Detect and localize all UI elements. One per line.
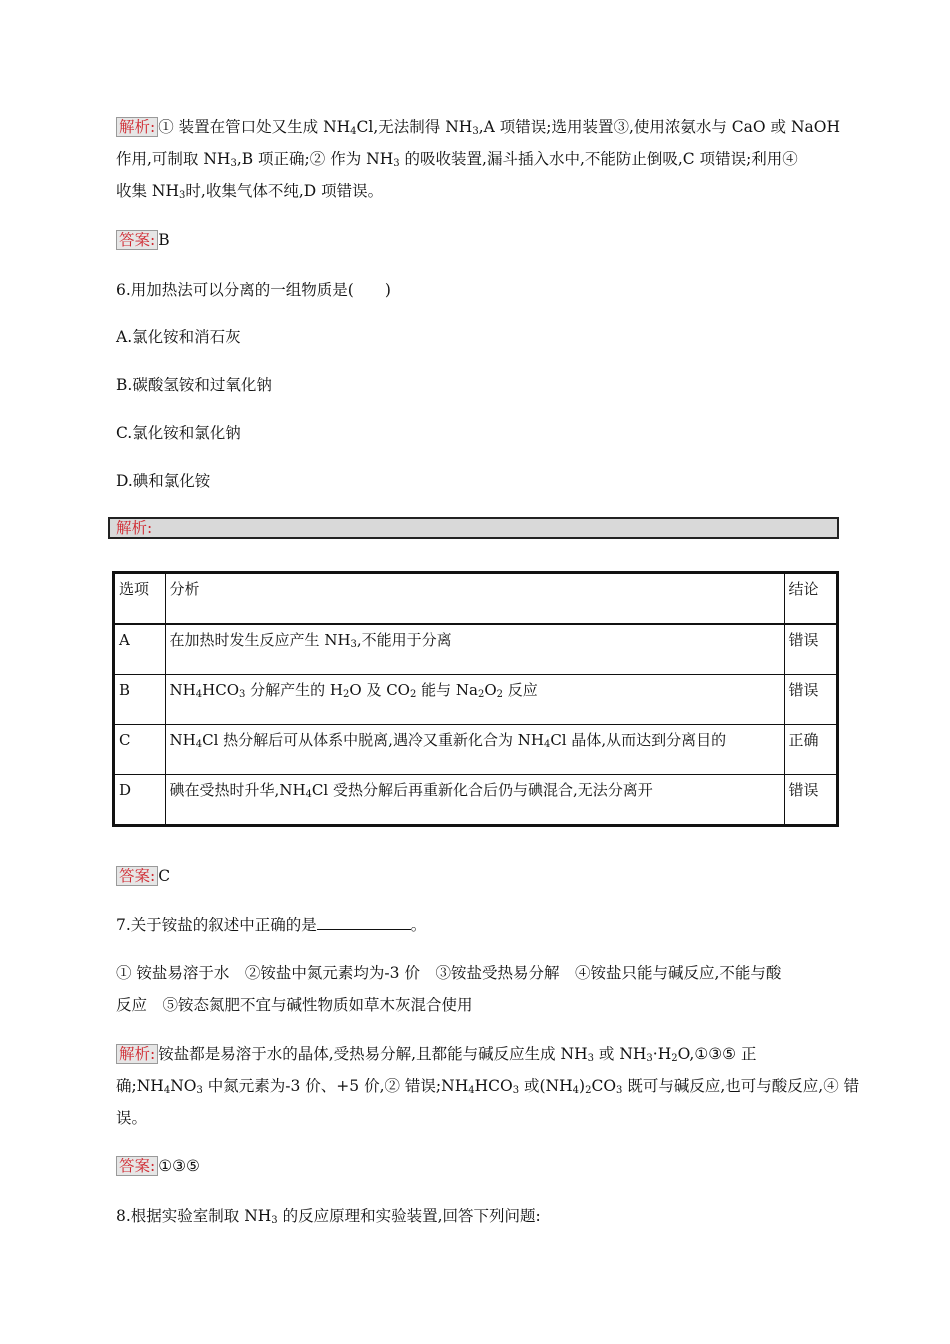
subscript: 3 [239, 689, 246, 700]
subscript: 2 [409, 689, 417, 700]
q7-items-line-2: 反应 ⑤铵态氮肥不宜与碱性物质如草木灰混合使用 [116, 996, 473, 1014]
q7-items-line-1: ① 铵盐易溶于水 ②铵盐中氮元素均为-3 价 ③铵盐受热易分解 ④铵盐只能与碱反应,不能与酸 [116, 964, 782, 982]
subscript: 2 [343, 689, 350, 700]
row-analysis: $NH_4Cl$ 热分解后可从体系中脱离,遇冷又重新化合为 $NH_4Cl$ 晶体,从而达到分离目的 [165, 725, 784, 775]
subscript: 2 [671, 1053, 678, 1064]
subscript: 3 [196, 1085, 203, 1096]
subscript: 3 [179, 190, 186, 201]
q5-analysis-line-2 [116, 148, 798, 170]
table-header-row [114, 573, 838, 625]
subscript: 3 [350, 639, 357, 650]
subscript: 3 [472, 126, 479, 137]
table-row [114, 624, 838, 675]
row-option: A [114, 624, 166, 675]
row-analysis: $NH_4HCO_3$ 分解产生的 $H_2O$ 及 $CO_2$ 能与 $Na_2O_2$ 反应 [165, 675, 784, 725]
subscript: 2 [496, 689, 504, 700]
table-row [114, 775, 838, 826]
q7-stem-text: 7.关于铵盐的叙述中正确的是 [116, 916, 317, 934]
subscript: 4 [305, 789, 312, 800]
q5-analysis-text-3: 收集 $NH_3$时,收集气体不纯,D 项错误。 [116, 182, 384, 201]
answer-tag: 答案: [116, 866, 158, 886]
q7-stem-end: 。 [410, 916, 427, 934]
row-analysis: 碘在受热时升华$,NH_4Cl$ 受热分解后再重新化合后仍与碘混合,无法分离开 [165, 775, 784, 826]
answer-tag: 答案: [116, 1156, 158, 1176]
subscript: 2 [585, 1085, 592, 1096]
q7-analysis-text-2: 确$;NH_4NO_3$ 中氮元素为-3 价、+5 价,② 错误$;NH_4HCO_3$ 或$(NH_4)_2CO_3$ 既可与碱反应,也可与酸反应,④ 错 [116, 1077, 860, 1096]
row-conclusion: 错误 [784, 675, 838, 725]
q7-analysis-text-3: 误。 [116, 1109, 148, 1127]
q6-option-a: A.氯化铵和消石灰 [116, 328, 241, 346]
subscript: 4 [163, 1085, 171, 1096]
subscript: 2 [477, 689, 485, 700]
subscript: 4 [543, 739, 551, 750]
q5-analysis-line-3 [116, 180, 383, 202]
q6-answer [116, 865, 170, 887]
subscript: 3 [230, 158, 237, 169]
q7-analysis-line-3 [116, 1107, 147, 1129]
row-analysis: 在加热时发生反应产生 $NH_3$,不能用于分离 [165, 624, 784, 675]
answer-blank[interactable] [317, 915, 411, 930]
subscript: 4 [350, 126, 357, 137]
q6-option-b: B.碳酸氢铵和过氧化钠 [116, 376, 272, 394]
analysis-tag: 解析: [116, 1044, 158, 1064]
q7-analysis-line-1 [116, 1043, 756, 1065]
header-conclusion: 结论 [784, 573, 838, 625]
subscript: 3 [393, 158, 400, 169]
analysis-tag: 解析: [116, 519, 153, 537]
row-option: D [114, 775, 166, 826]
q7-analysis-line-2 [116, 1075, 859, 1097]
subscript: 4 [468, 1085, 475, 1096]
q6-option-d: D.碘和氯化铵 [116, 472, 211, 490]
header-analysis: 分析 [165, 573, 784, 625]
subscript: 4 [195, 689, 203, 700]
q6-analysis-bar [108, 517, 839, 539]
subscript: 3 [646, 1053, 653, 1064]
row-conclusion: 错误 [784, 775, 838, 826]
subscript: 4 [572, 1085, 580, 1096]
q8-stem: 8.根据实验室制取 $NH_3$ 的反应原理和实验装置,回答下列问题: [116, 1207, 541, 1226]
subscript: 3 [512, 1085, 520, 1096]
q5-answer-value: B [158, 231, 170, 249]
subscript: 4 [195, 739, 203, 750]
q5-answer [116, 229, 170, 251]
subscript: 3 [587, 1053, 594, 1064]
analysis-tag: 解析: [116, 117, 158, 137]
q7-stem [116, 914, 426, 936]
q7-analysis-text-1: 铵盐都是易溶于水的晶体,受热易分解,且都能与碱反应生成 $NH_3$ 或 $NH_3\cdot H_2O,①③⑤$ 正 [158, 1045, 757, 1064]
q6-analysis-table [112, 571, 839, 827]
q7-answer-value: ①③⑤ [158, 1157, 200, 1175]
table-row [114, 725, 838, 775]
q5-analysis-text-1: ① 装置在管口处又生成 $NH_4Cl$,无法制得 $NH_3,A$ 项错误;选用装置③,使用浓氨水与 CaO 或 NaOH [158, 118, 841, 137]
subscript: 3 [616, 1085, 623, 1096]
table-row [114, 675, 838, 725]
row-option: B [114, 675, 166, 725]
q5-analysis-line-1 [116, 116, 840, 138]
q6-option-c: C.氯化铵和氯化钠 [116, 424, 241, 442]
header-option: 选项 [114, 573, 166, 625]
row-conclusion: 正确 [784, 725, 838, 775]
subscript: 3 [271, 1215, 278, 1226]
row-option: C [114, 725, 166, 775]
answer-tag: 答案: [116, 230, 158, 250]
row-conclusion: 错误 [784, 624, 838, 675]
q6-answer-value: C [158, 867, 171, 885]
q7-answer [116, 1155, 200, 1177]
q6-stem: 6.用加热法可以分离的一组物质是( ) [116, 281, 391, 299]
q5-analysis-text-2: 作用,可制取 $NH_3,B$ 项正确;② 作为 $NH_3$ 的吸收装置,漏斗插入水中,不能防止倒吸,C 项错误;利用④ [116, 150, 798, 169]
